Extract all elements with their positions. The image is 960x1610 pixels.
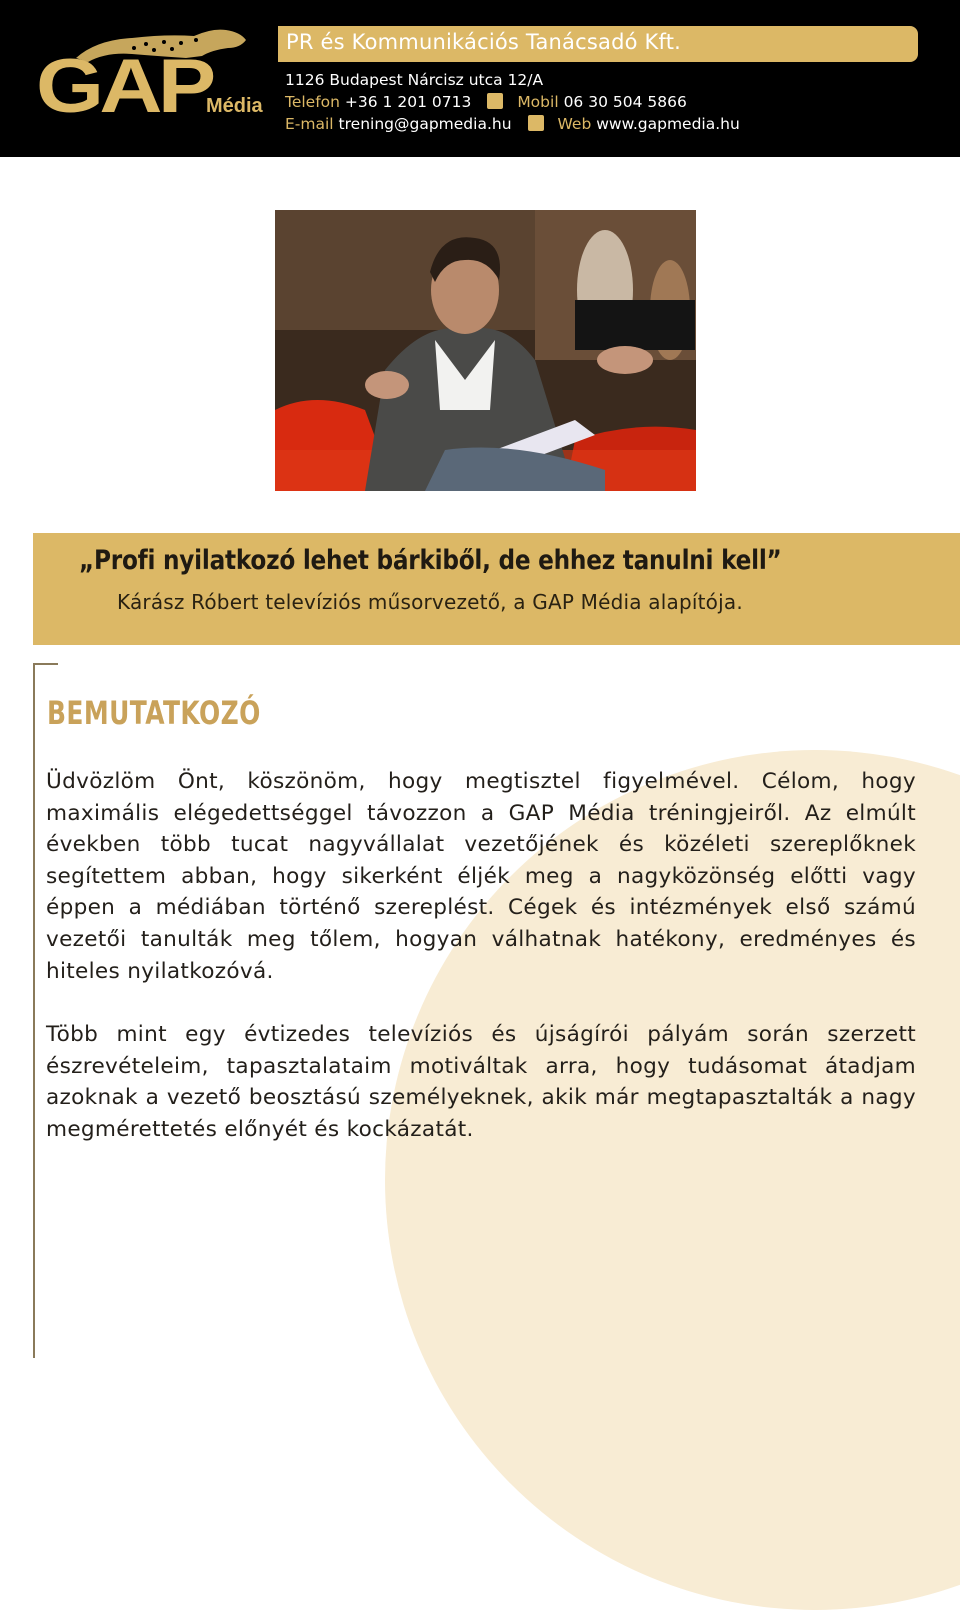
- section-divider-vertical: [33, 663, 35, 1358]
- quote-title: „Profi nyilatkozó lehet bárkiből, de ehhez tanulni kell”: [79, 545, 782, 576]
- email-line: [285, 115, 740, 133]
- square-bullet-icon: [487, 93, 503, 109]
- phone-line: [285, 93, 687, 111]
- header-bar: [0, 0, 960, 157]
- quote-author: Kárász Róbert televíziós műsorvezető, a GAP Média alapítója.: [117, 590, 743, 614]
- company-name: PR és Kommunikációs Tanácsadó Kft.: [286, 30, 682, 54]
- svg-text:GAP: GAP: [36, 44, 212, 128]
- gap-media-logo: [36, 18, 272, 128]
- svg-text:Média: Média: [206, 95, 263, 117]
- phone-label: Telefon: [285, 93, 340, 111]
- intro-paragraph-2: Több mint egy évtizedes televíziós és újságírói pályám során szerzett észrevételeim, tapasztalataim motiváltak arra, hogy tudásomat átadjam azoknak a vezető beosztású személyeknek, akik már megtapasztalták a nagy megmérettetés előnyét és kockázatát.: [46, 1022, 916, 1142]
- address: 1126 Budapest Nárcisz utca 12/A: [285, 71, 544, 89]
- section-divider-horizontal: [33, 663, 58, 665]
- address-line: [285, 71, 543, 89]
- mobile-label: Mobil: [517, 93, 559, 111]
- section-heading: BEMUTATKOZÓ: [47, 694, 261, 732]
- company-name-bar: [278, 26, 918, 62]
- phone-value[interactable]: +36 1 201 0713: [344, 93, 472, 111]
- email-link[interactable]: trening@gapmedia.hu: [338, 115, 512, 133]
- presenter-photo: [275, 210, 696, 491]
- quote-band: [33, 533, 960, 645]
- square-bullet-icon: [528, 115, 544, 131]
- web-label: Web: [557, 115, 592, 133]
- email-label: E-mail: [285, 115, 334, 133]
- mobile-value[interactable]: 06 30 504 5866: [563, 93, 687, 111]
- intro-paragraph-1: Üdvözlöm Önt, köszönöm, hogy megtisztel figyelmével. Célom, hogy maximális elégedettséggel távozzon a GAP Média tréningjeiről. Az elmúlt években több tucat nagyvállalat vezetőjének és közéleti szereplőknek segítettem abban, hogy sikerként éljék meg a nagyközönség előtti vagy éppen a médiában történő szereplést. Cégek és intézmények első számú vezetői tanulták meg tőlem, hogyan válhatnak hatékony, eredményes és hiteles nyilatkozóvá.: [46, 769, 916, 984]
- web-link[interactable]: www.gapmedia.hu: [596, 115, 740, 133]
